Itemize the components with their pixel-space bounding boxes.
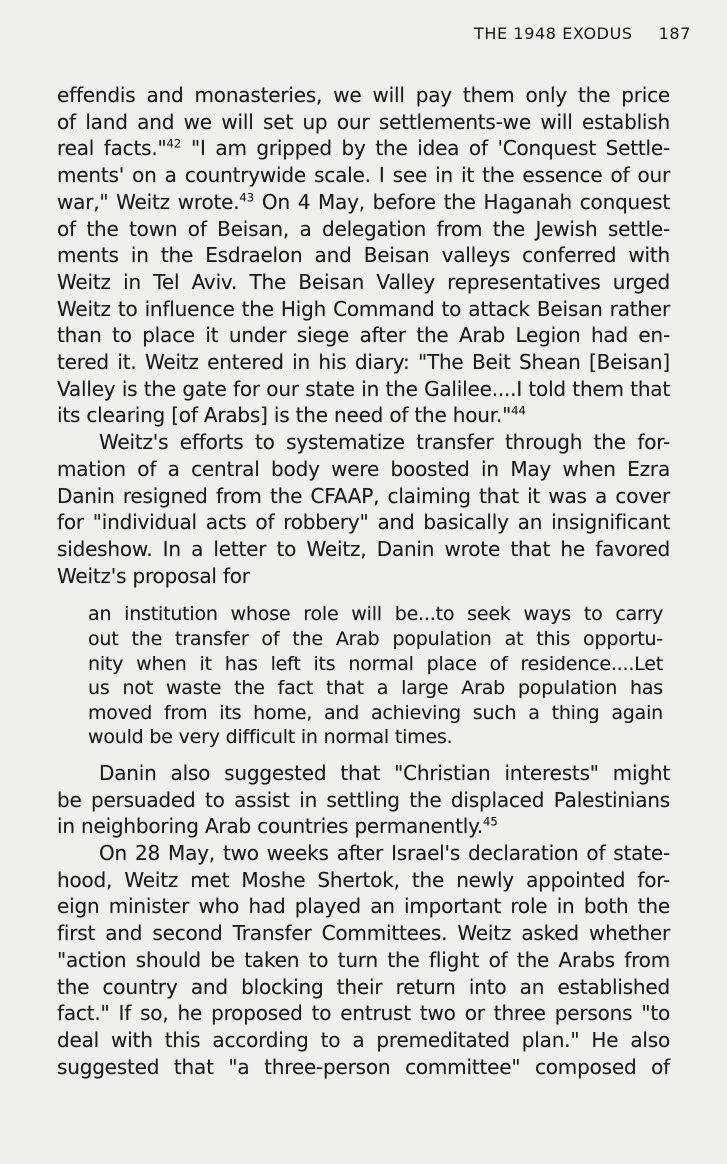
paragraph	[57, 840, 670, 1080]
text-line: would be very difficult in normal times.	[88, 726, 453, 749]
text-line: nity when it has left its normal place of residence....Let	[88, 652, 663, 675]
footnote-ref: 44	[511, 403, 526, 418]
text-line: its clearing [of Arabs] is the need of the hour."$^{44}$	[57, 403, 526, 428]
text-line: the country and blocking their return into an established	[57, 974, 670, 999]
text-line: Weitz's efforts to systematize transfer through the for-	[99, 430, 670, 455]
block-quote	[88, 602, 663, 750]
text-line: deal with this according to a premeditated plan." He also	[57, 1027, 670, 1052]
text-line: ments' on a countrywide scale. I see in it the essence of our	[57, 163, 670, 188]
text-line: Danin also suggested that "Christian interests" might	[99, 760, 670, 785]
text-line: real facts."$^{42}$ "I am gripped by the idea of 'Conquest Settle-	[57, 136, 670, 161]
text-line: an institution whose role will be...to seek ways to carry	[88, 603, 663, 626]
text-line: sideshow. In a letter to Weitz, Danin wrote that he favored	[57, 536, 670, 561]
footnote-ref: 45	[483, 814, 498, 829]
text-line: "action should be taken to turn the flight of the Arabs from	[57, 947, 670, 972]
text-line: effendis and monasteries, we will pay them only the price	[57, 83, 670, 107]
text-line: suggested that "a three-person committee" composed of	[57, 1054, 670, 1079]
paragraph	[57, 429, 670, 589]
text-line: mation of a central body were boosted in May when Ezra	[57, 456, 670, 481]
footnote-ref: 42	[166, 136, 182, 151]
text-line: Danin resigned from the CFAAP, claiming that it was a cover	[57, 483, 670, 508]
text-line: of the town of Beisan, a delegation from the Jewish settle-	[57, 216, 670, 241]
text-line: tered it. Weitz entered in his diary: "The Beit Shean [Beisan]	[57, 350, 670, 375]
text-line: fact." If so, he proposed to entrust two or three persons "to	[57, 1001, 670, 1026]
running-header	[474, 24, 691, 43]
text-line: for "individual acts of robbery" and basically an insignificant	[57, 510, 670, 535]
text-line: ments in the Esdraelon and Beisan valleys conferred with	[57, 243, 670, 268]
text-line: Weitz's proposal for	[57, 563, 250, 588]
paragraph	[57, 760, 670, 840]
paragraph	[57, 82, 670, 429]
text-line: of land and we will set up our settlements-we will establish	[57, 109, 670, 134]
text-line: hood, Weitz met Moshe Shertok, the newly appointed for-	[57, 867, 670, 892]
text-line: eign minister who had played an important role in both the	[57, 894, 670, 919]
text-line: Weitz to influence the High Command to attack Beisan rather	[57, 296, 670, 321]
running-title: THE 1948 EXODUS	[474, 24, 633, 43]
text-line: Valley is the gate for our state in the Galilee....I told them that	[57, 376, 670, 401]
text-line: out the transfer of the Arab population at this opportu-	[88, 627, 663, 650]
text-line: war," Weitz wrote.$^{43}$ On 4 May, before the Haganah conquest	[57, 189, 671, 214]
text-line: Weitz in Tel Aviv. The Beisan Valley representatives urged	[57, 269, 670, 294]
text-line: On 28 May, two weeks after Israel's declaration of state-	[99, 841, 670, 866]
text-line: us not waste the fact that a large Arab population has	[88, 677, 663, 700]
text-line: be persuaded to assist in settling the displaced Palestinians	[57, 787, 670, 812]
text-block	[57, 82, 670, 1080]
footnote-ref: 43	[239, 190, 255, 205]
text-line: moved from its home, and achieving such a thing again	[88, 701, 663, 724]
text-line: than to place it under siege after the Arab Legion had en-	[57, 323, 670, 348]
page-number: 187	[658, 24, 691, 43]
text-line: in neighboring Arab countries permanently.$^{45}$	[57, 814, 498, 839]
text-line: first and second Transfer Committees. Weitz asked whether	[57, 921, 670, 946]
